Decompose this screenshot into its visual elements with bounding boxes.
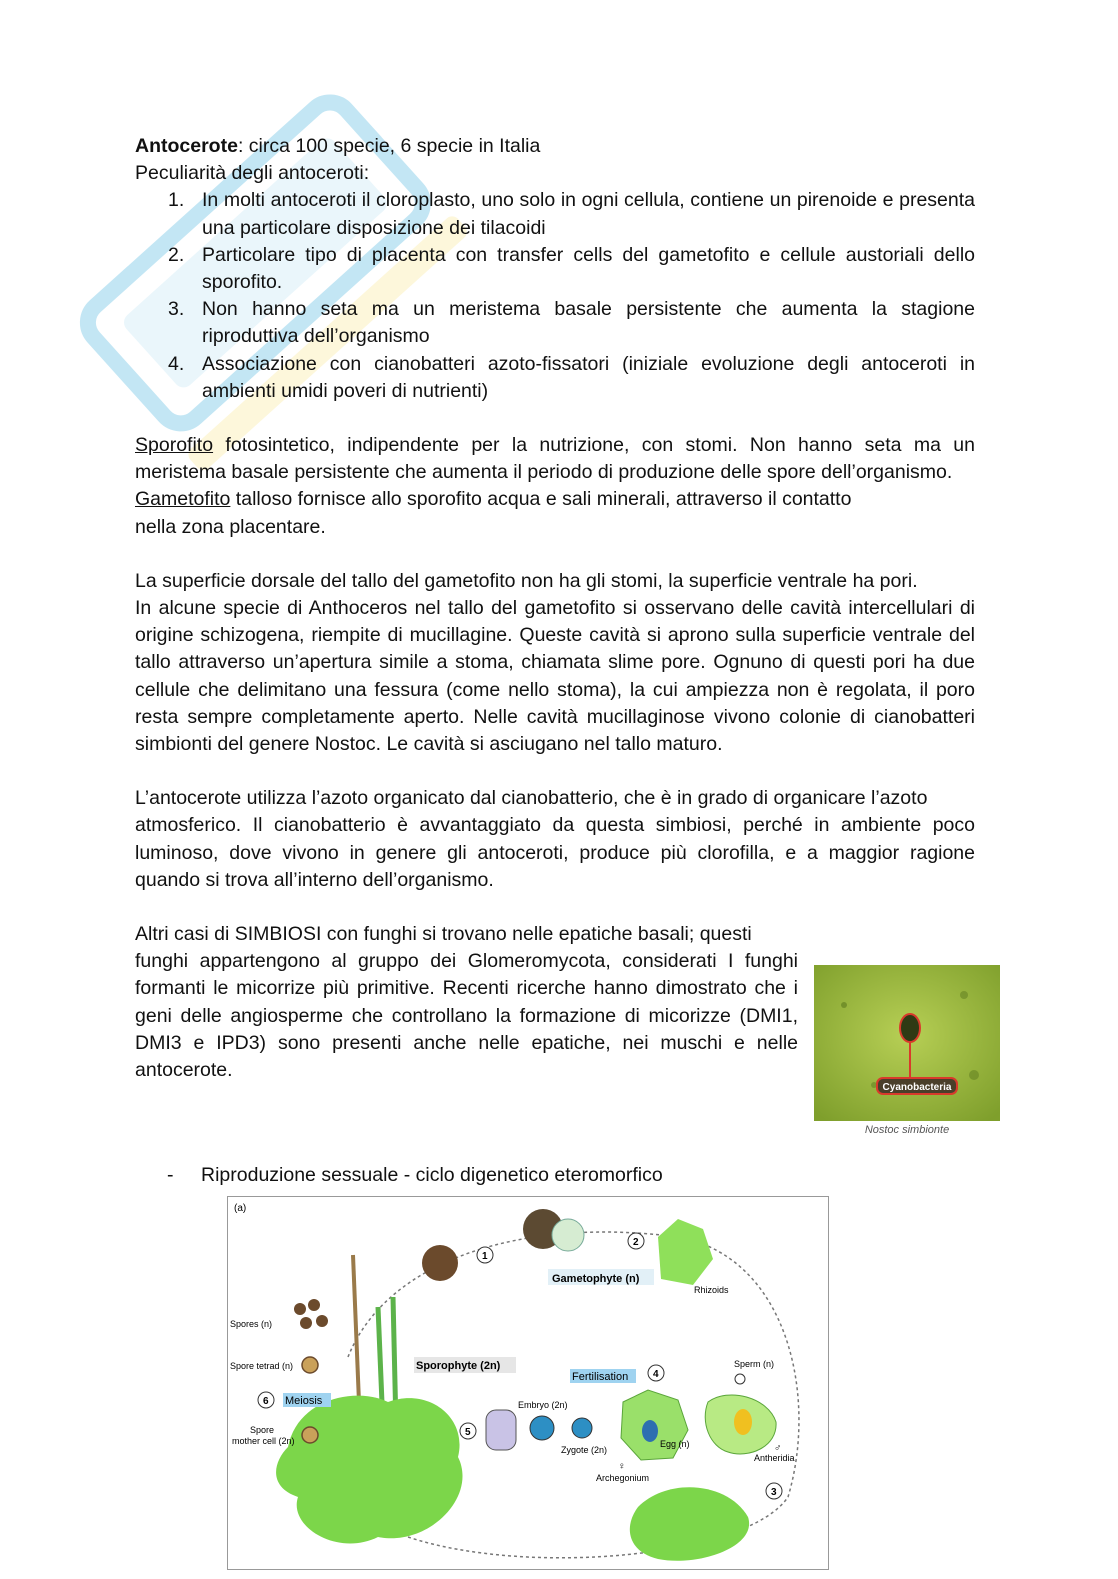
bullet-text: Riproduzione sessuale - ciclo digenetico eteromorfico — [201, 1164, 663, 1186]
step-3: 3 — [771, 1487, 777, 1498]
archegonium-label: Archegonium — [596, 1473, 650, 1483]
gametofito-paragraph — [135, 486, 975, 540]
spore-capsule — [422, 1245, 458, 1281]
bullet-dash: - — [167, 1164, 174, 1186]
cavita-paragraph: In alcune specie di Anthoceros nel tallo del gametofito si osservano delle cavità intercellulari di origine schizogena, riempite di mucillagine. Queste cavità si aprono sulla superficie ventrale del tallo attraverso un’apertura simile a stoma, chiamata slime pore. Ognuno di questi pori ha due cellule che delimitano una fessura (come nello stoma), la cui ampiezza non è regolata, il poro resta sempre completamente aperto. Nelle cavità mucillaginose vivono colonie di cianobatteri simbionti del genere Nostoc. Le cavità si asciugano nel tallo maturo. — [135, 597, 975, 756]
peculiarities-list — [135, 187, 975, 405]
mother-cell-label: mother cell (2n) — [232, 1436, 295, 1446]
document-body — [135, 133, 975, 1084]
heading-line — [135, 133, 975, 160]
sporofito-text: fotosintetico, indipendente per la nutrizione, con stomi. Non hanno seta ma un meristema basale persistente che aumenta il periodo di produzione delle spore dell’organismo. — [135, 434, 975, 484]
list-item — [135, 351, 975, 405]
azoto-paragraph-line1: L’antocerote utilizza l’azoto organicato dal cianobatterio, che è in grado di organicare l’azoto — [135, 787, 928, 810]
gametophyte-shape — [658, 1219, 713, 1285]
cyanobacteria-label: Cyanobacteria — [882, 1082, 952, 1093]
heading-rest: : circa 100 specie, 6 specie in Italia — [237, 135, 541, 157]
list-number: 1. — [168, 189, 185, 212]
step-6: 6 — [263, 1396, 269, 1407]
list-text: Particolare tipo di placenta con transfer cells del gametofito e cellule austoriali dello sporofito. — [202, 243, 975, 294]
step-2: 2 — [633, 1237, 639, 1248]
rhizoids-label: Rhizoids — [694, 1285, 729, 1295]
heading-term: Antocerote — [135, 135, 238, 157]
simbiosi-paragraph-line1: Altri casi di SIMBIOSI con funghi si trovano nelle epatiche basali; questi — [135, 923, 752, 946]
male-symbol: ♂ — [774, 1443, 782, 1454]
step-1: 1 — [482, 1251, 488, 1262]
dorsale-paragraph: La superficie dorsale del tallo del gametofito non ha gli stomi, la superficie ventrale ha pori. — [135, 569, 918, 592]
sporofito-term: Sporofito — [135, 434, 214, 457]
gametofito-term: Gametofito — [135, 488, 231, 511]
list-number: 2. — [168, 243, 185, 266]
zygote-label: Zygote (2n) — [561, 1445, 608, 1455]
photo-caption: Nostoc simbionte — [864, 1124, 950, 1136]
spore-tetrad-label: Spore tetrad (n) — [230, 1361, 294, 1371]
nostoc-photo — [814, 965, 1000, 1121]
egg-label: Egg (n) — [660, 1439, 690, 1449]
list-text: Associazione con cianobatteri azoto-fissatori (iniziale evoluzione degli antoceroti in ambienti umidi poveri di nutrienti) — [202, 352, 975, 402]
list-number: 3. — [168, 298, 185, 321]
simbiosi-paragraph: funghi appartengono al gruppo dei Glomeromycota, considerati I funghi formanti le micorrize più primitive. Recenti ricerche hanno dimostrato che i geni delle angiosperme che controllano la formazione di micorizze (DMI1, DMI3 e IPD3) sono presenti anche nelle epatiche, nei muschi e nelle antocerote. — [135, 950, 798, 1082]
sporophyte-label: Sporophyte (2n) — [416, 1360, 501, 1372]
gametophyte-label: Gametophyte (n) — [552, 1273, 640, 1285]
list-text: Non hanno seta ma un meristema basale persistente che aumenta la stagione riproduttiva dell’organismo — [202, 298, 975, 348]
peculiarities-title: Peculiarità degli antoceroti: — [135, 162, 370, 185]
gametofito-line1: talloso fornisce allo sporofito acqua e sali minerali, attraverso il contatto — [230, 488, 852, 511]
step-4: 4 — [653, 1369, 659, 1380]
antheridia-label: Antheridia — [754, 1453, 795, 1463]
list-text: In molti antoceroti il cloroplasto, uno solo in ogni cellula, contiene un pirenoide e presenta una particolare disposizione dei tilacoidi — [202, 189, 975, 239]
gametofito-line2: nella zona placentare. — [135, 515, 326, 538]
spores-label: Spores (n) — [230, 1319, 273, 1329]
embryo-label: Embryo (2n) — [518, 1400, 568, 1410]
list-number: 4. — [168, 352, 185, 375]
sporofito-paragraph — [135, 432, 975, 486]
gametophyte-base — [276, 1396, 462, 1544]
meiosis-label: Meiosis — [285, 1395, 323, 1407]
list-item — [135, 242, 975, 296]
list-item — [135, 187, 975, 241]
bullet-item — [167, 1162, 663, 1189]
life-cycle-diagram — [227, 1196, 829, 1570]
female-symbol: ♀ — [618, 1461, 626, 1472]
step-5: 5 — [465, 1427, 471, 1438]
panel-label: (a) — [234, 1203, 247, 1214]
nostoc-cavity — [900, 1014, 920, 1042]
azoto-paragraph: atmosferico. Il cianobatterio è avvantaggiato da questa simbiosi, perché in ambiente poco luminoso, dove vivono in genere gli antoceroti, produce più clorofilla, e a maggior ragione quando si trova all’interno dell’organismo. — [135, 814, 975, 891]
fertilisation-label: Fertilisation — [572, 1371, 629, 1383]
spore-label: Spore — [250, 1425, 275, 1435]
sperm-label: Sperm (n) — [734, 1359, 775, 1369]
list-item — [135, 296, 975, 350]
